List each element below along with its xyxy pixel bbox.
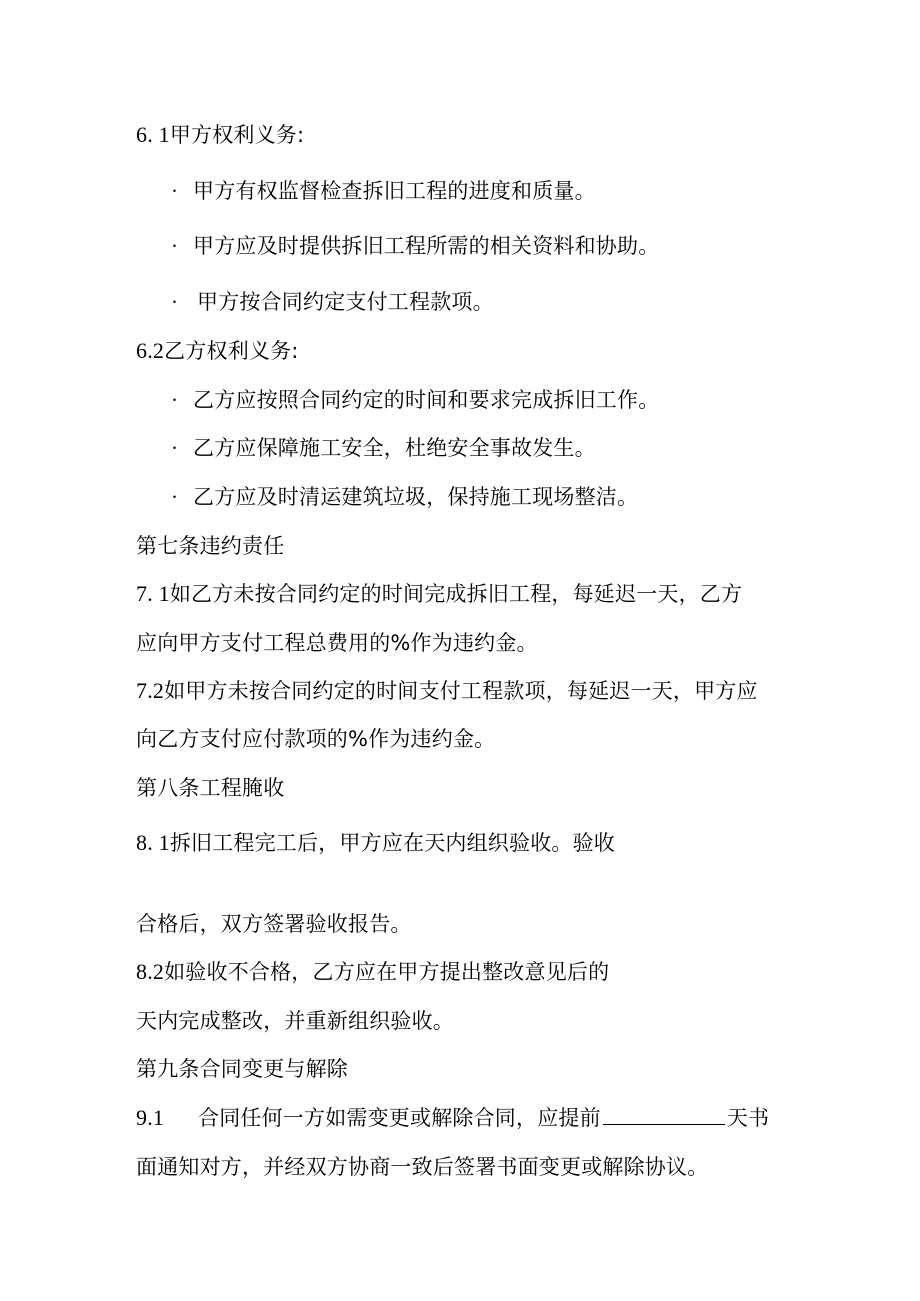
list-item-text: 甲方应及时提供拆旧工程所需的相关资料和协助。 bbox=[193, 234, 660, 258]
list-item bbox=[171, 386, 659, 414]
list-item-text: 乙方应保障施工安全，杜绝安全事故发生。 bbox=[193, 436, 596, 460]
clause-text: 如甲方未按合同约定的时间支付工程款项，每延迟一天，甲方应 bbox=[164, 679, 758, 703]
article-9-title: 第九条合同变更与解除 bbox=[136, 1057, 348, 1081]
bullet-icon: · bbox=[171, 485, 179, 509]
clause-number: 6. 1 bbox=[136, 122, 170, 147]
list-item-text: 甲方按合同约定支付工程款项。 bbox=[197, 290, 494, 314]
list-item-text: 乙方应按照合同约定的时间和要求完成拆旧工作。 bbox=[193, 388, 660, 412]
clause-text-suffix: 天书 bbox=[726, 1106, 770, 1130]
list-item-text: 乙方应及时清运建筑垃圾，保持施工现场整洁。 bbox=[193, 485, 639, 509]
article-8-title: 第八条工程腌收 bbox=[136, 776, 285, 800]
clause-number: 8.2 bbox=[136, 959, 165, 984]
clause-text: 乙方权利义务: bbox=[164, 339, 299, 363]
clause-number: 8. 1 bbox=[136, 830, 170, 855]
list-item bbox=[171, 483, 638, 511]
clause-7-1-line-2: 应向甲方支付工程总费用的%作为违约金。 bbox=[136, 631, 538, 655]
bullet-icon: · bbox=[171, 290, 179, 314]
clause-6-2-heading bbox=[136, 337, 299, 365]
clause-number: 6.2 bbox=[136, 338, 165, 363]
clause-7-2-line-1 bbox=[136, 677, 758, 705]
clause-text: 如验收不合格，乙方应在甲方提出整改意见后的 bbox=[164, 960, 610, 984]
clause-7-1-line-1 bbox=[136, 580, 742, 608]
list-item bbox=[171, 434, 596, 462]
clause-number: 7. 1 bbox=[136, 581, 170, 606]
list-item bbox=[171, 177, 596, 205]
clause-8-1-line-1 bbox=[136, 829, 615, 857]
list-item bbox=[171, 232, 659, 260]
notice-days-blank[interactable] bbox=[603, 1106, 725, 1125]
clause-9-1-line-1 bbox=[136, 1104, 769, 1132]
bullet-icon: · bbox=[171, 234, 179, 258]
clause-6-1-heading bbox=[136, 121, 304, 149]
clause-text: 合同任何一方如需变更或解除合同，应提前 bbox=[198, 1106, 601, 1130]
bullet-icon: · bbox=[171, 179, 179, 203]
list-item-text: 甲方有权监督检查拆旧工程的进度和质量。 bbox=[193, 179, 596, 203]
bullet-icon: · bbox=[171, 388, 179, 412]
clause-8-2-line-1 bbox=[136, 958, 609, 986]
clause-8-1-line-2: 合格后，双方签署验收报告。 bbox=[136, 912, 412, 936]
clause-9-1-line-2: 面通知对方，并经双方协商一致后签署书面变更或解除协议。 bbox=[136, 1155, 709, 1179]
clause-number: 9.1 bbox=[136, 1105, 165, 1130]
clause-8-2-line-2: 天内完成整改，并重新组织验收。 bbox=[136, 1009, 454, 1033]
clause-number: 7.2 bbox=[136, 678, 165, 703]
clause-text: 如乙方未按合同约定的时间完成拆旧工程，每延迟一天，乙方 bbox=[169, 582, 743, 606]
clause-7-2-line-2: 向乙方支付应付款项的%作为违约金。 bbox=[136, 727, 496, 751]
clause-text: 拆旧工程完工后，甲方应在天内组织验收。验收 bbox=[169, 831, 616, 855]
article-7-title: 第七条违约责任 bbox=[136, 534, 285, 558]
list-item bbox=[171, 288, 494, 316]
bullet-icon: · bbox=[171, 436, 179, 460]
clause-text: 甲方权利义务: bbox=[169, 123, 305, 147]
